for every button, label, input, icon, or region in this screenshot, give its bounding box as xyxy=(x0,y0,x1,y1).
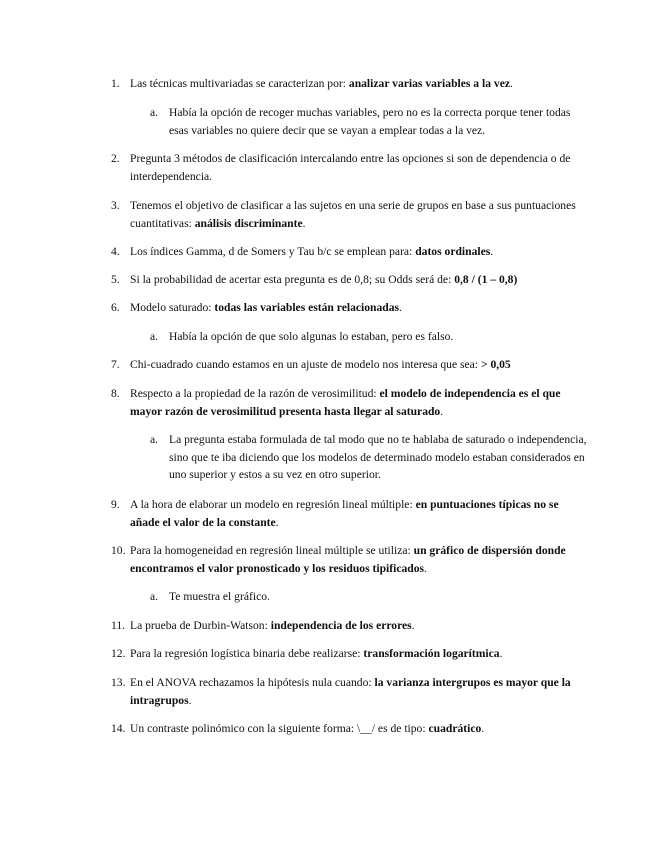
sub-note-8a xyxy=(150,431,590,484)
answer-text: independencia de los errores xyxy=(270,619,412,632)
answer-text: un gráfico de dispersión donde encontramos el valor pronosticado y los residuos tipificados xyxy=(130,544,566,575)
answer-text: > 0,05 xyxy=(480,358,511,371)
item-number: 10. xyxy=(111,544,126,557)
item-number: 14. xyxy=(111,722,126,735)
note-text: Había la opción de recoger muchas variables, pero no es la correcta porque tener todas esas variables no quiere decir que se vayan a emplear todas a la vez. xyxy=(169,106,571,137)
item-letter: a. xyxy=(150,590,159,603)
question-12 xyxy=(111,645,581,663)
answer-text: transformación logarítmica xyxy=(363,647,500,660)
note-text: Había la opción de que solo algunas lo estaban, pero es falso. xyxy=(169,330,454,343)
note-text: Te muestra el gráfico. xyxy=(169,590,270,603)
question-5 xyxy=(111,271,581,289)
item-letter: a. xyxy=(150,330,159,343)
answer-text: el modelo de independencia es el que mayor razón de verosimilitud presenta hasta llegar al saturado xyxy=(130,387,561,418)
answer-text: analizar varias variables a la vez xyxy=(348,77,511,90)
question-text-end: . xyxy=(399,301,402,314)
answer-text: análisis discriminante xyxy=(194,216,303,230)
sub-note-10a xyxy=(150,588,590,606)
question-text: Pregunta 3 métodos de clasificación intercalando entre las opciones si son de dependencia o de interdependencia. xyxy=(130,152,571,183)
answer-text: en puntuaciones típicas no se añade el valor de la constante xyxy=(130,498,559,529)
answer-text: datos ordinales xyxy=(415,245,491,258)
item-number: 5. xyxy=(111,273,120,286)
item-number: 2. xyxy=(111,152,120,165)
question-11 xyxy=(111,617,581,635)
question-text-end: . xyxy=(302,216,306,230)
question-text: Las técnicas multivariadas se caracterizan por: xyxy=(130,77,349,90)
question-1 xyxy=(111,75,581,93)
answer-text: cuadrático xyxy=(428,722,482,735)
question-text-end: . xyxy=(424,561,427,575)
question-10 xyxy=(111,542,581,577)
item-number: 12. xyxy=(111,647,126,660)
answer-text: 0,8 / (1 – 0,8) xyxy=(454,273,518,286)
item-number: 3. xyxy=(111,199,120,212)
question-13 xyxy=(111,674,581,709)
question-text: Para la regresión logística binaria debe realizarse: xyxy=(130,647,364,660)
question-text-end: . xyxy=(481,722,485,735)
question-text: Tenemos el objetivo de clasificar a las sujetos en una serie de grupos en base a sus puntuaciones cuantitativas: xyxy=(130,199,576,230)
question-8 xyxy=(111,385,581,420)
sub-note-1a xyxy=(150,104,590,139)
item-number: 6. xyxy=(111,301,120,314)
question-3 xyxy=(111,197,581,232)
question-2 xyxy=(111,150,581,185)
question-7 xyxy=(111,356,581,374)
question-text-end: . xyxy=(411,619,415,632)
item-letter: a. xyxy=(150,106,159,119)
question-text: A la hora de elaborar un modelo en regresión lineal múltiple: xyxy=(130,498,416,511)
question-text-end: . xyxy=(490,245,494,258)
item-number: 9. xyxy=(111,498,120,511)
item-number: 8. xyxy=(111,387,120,400)
question-4 xyxy=(111,243,581,261)
answer-text: todas las variables están relacionadas xyxy=(214,301,400,314)
question-text: En el ANOVA rechazamos la hipótesis nula cuando: xyxy=(130,676,375,689)
question-text-end: . xyxy=(499,647,503,660)
question-6 xyxy=(111,299,581,317)
item-letter: a. xyxy=(150,433,159,446)
item-number: 11. xyxy=(111,619,126,632)
question-text: Respecto a la propiedad de la razón de verosimilitud: xyxy=(130,387,380,400)
item-number: 7. xyxy=(111,358,120,371)
question-text-end: . xyxy=(275,515,279,529)
question-text-end: . xyxy=(510,77,513,90)
item-number: 13. xyxy=(111,676,126,689)
item-number: 1. xyxy=(111,77,120,90)
question-text: Si la probabilidad de acertar esta pregunta es de 0,8; su Odds será de: xyxy=(130,273,455,286)
answer-text: la varianza intergrupos es mayor que la intragrupos xyxy=(130,676,571,707)
question-text: Un contraste polinómico con la siguiente forma: \__/ es de tipo: xyxy=(130,722,429,735)
question-text-end: . xyxy=(440,404,444,418)
question-text: Los índices Gamma, d de Somers y Tau b/c se emplean para: xyxy=(130,245,416,258)
sub-note-6a xyxy=(150,328,590,346)
question-text-end: . xyxy=(188,693,192,707)
question-text: Chi-cuadrado cuando estamos en un ajuste de modelo nos interesa que sea: xyxy=(130,358,481,371)
note-text: La pregunta estaba formulada de tal modo que no te hablaba de saturado o independencia, sino que te iba diciendo que los modelos de determinado modelo estaban considerados en uno superior y estos a su vez en otro superior. xyxy=(169,433,587,481)
question-14 xyxy=(111,720,581,738)
item-number: 4. xyxy=(111,245,120,258)
question-text: Modelo saturado: xyxy=(130,301,215,314)
question-9 xyxy=(111,496,581,531)
question-text: La prueba de Durbin-Watson: xyxy=(130,619,271,632)
question-text: Para la homogeneidad en regresión lineal múltiple se utiliza: xyxy=(130,544,414,557)
